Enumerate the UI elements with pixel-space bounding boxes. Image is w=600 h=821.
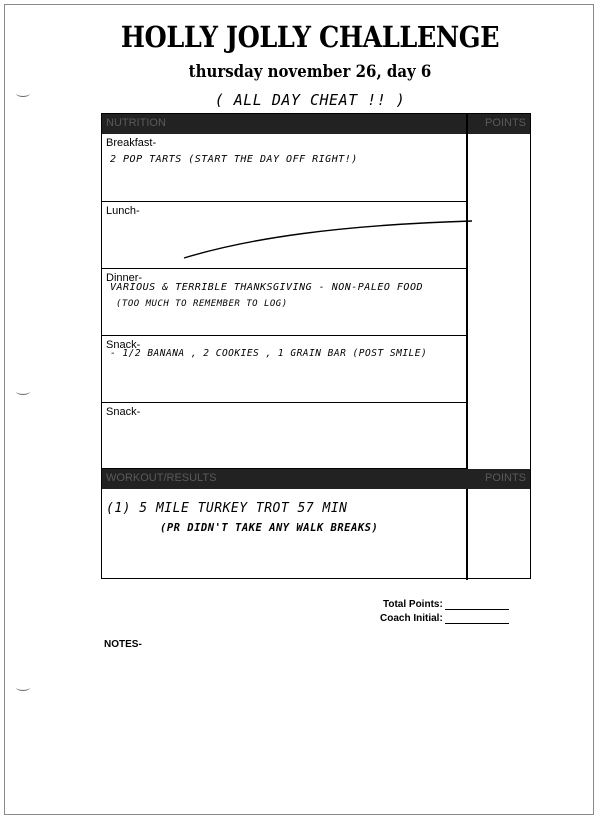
points-column-divider [466, 114, 468, 580]
nutrition-points-label: POINTS [485, 117, 526, 129]
total-points-blank[interactable] [445, 599, 509, 610]
workout-row [102, 489, 466, 578]
meal-row-breakfast [102, 134, 466, 202]
meal-row-dinner [102, 269, 466, 336]
meal-entry: 2 POP TARTS (START THE DAY OFF RIGHT!) [110, 154, 358, 165]
workout-entry: (PR DIDN'T TAKE ANY WALK BREAKS) [160, 522, 379, 534]
meal-row-lunch [102, 202, 466, 269]
totals-block [380, 596, 509, 624]
coach-initial-label: Coach Initial: [380, 613, 443, 624]
hole-punch-mark [16, 684, 30, 691]
meal-label: Snack- [106, 339, 141, 351]
nutrition-header-label: NUTRITION [106, 117, 166, 129]
meal-row-snack-1 [102, 336, 466, 403]
coach-initial-line [380, 610, 509, 624]
meal-label: Breakfast- [106, 137, 157, 149]
meal-entry: (TOO MUCH TO REMEMBER TO LOG) [116, 299, 288, 309]
meal-entry: VARIOUS & TERRIBLE THANKSGIVING - NON-PALEO FOOD [110, 282, 423, 293]
workout-header-bar [102, 469, 530, 489]
workout-entry: (1) 5 MILE TURKEY TROT 57 MIN [106, 501, 348, 516]
meal-label: Snack- [106, 406, 141, 418]
meal-entry: - 1/2 BANANA , 2 COOKIES , 1 GRAIN BAR (POST SMILE) [110, 348, 428, 359]
page-subtitle: thursday november 26, day 6 [188, 62, 432, 82]
meal-label: Dinner- [106, 272, 143, 284]
challenge-sheet [101, 113, 531, 579]
workout-header-label: WORKOUT/RESULTS [106, 472, 217, 484]
handwritten-note: ( ALL DAY CHEAT !! ) [214, 91, 406, 109]
hole-punch-mark [16, 388, 30, 395]
notes-label: NOTES- [104, 639, 142, 650]
total-points-label: Total Points: [382, 599, 443, 610]
meal-row-snack-2 [102, 403, 466, 469]
page-title: HOLLY JOLLY CHALLENGE [120, 20, 500, 54]
workout-points-label: POINTS [485, 472, 526, 484]
coach-initial-blank[interactable] [445, 613, 509, 624]
meal-label: Lunch- [106, 205, 140, 217]
total-points-line [380, 596, 509, 610]
